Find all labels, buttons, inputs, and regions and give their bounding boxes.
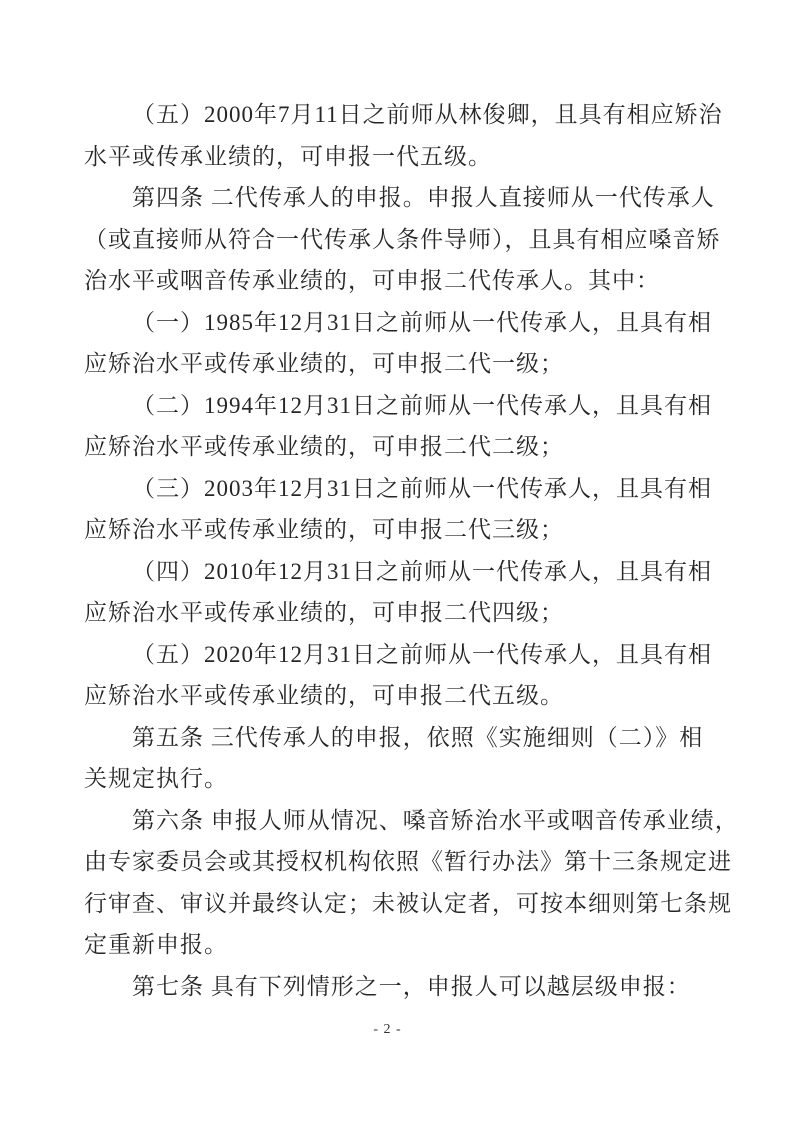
text-line: 定重新申报。 xyxy=(84,932,228,957)
article-6 xyxy=(84,800,739,966)
item-gen1-level5 xyxy=(84,94,723,177)
text-line: 第七条 具有下列情形之一，申报人可以越层级申报： xyxy=(132,973,691,999)
text-line: （四）2010年12月31日之前师从一代传承人，且具有相 xyxy=(132,558,712,584)
text-line: 应矫治水平或传承业绩的，可申报二代四级； xyxy=(84,600,564,625)
item-gen2-level1 xyxy=(84,302,712,385)
text-line: （五）2000年7月11日之前师从林俊卿，且具有相应矫治 xyxy=(132,102,723,127)
text-line: 应矫治水平或传承业绩的，可申报二代一级； xyxy=(84,351,564,376)
text-line: （三）2003年12月31日之前师从一代传承人，且具有相 xyxy=(132,475,712,501)
article-7 xyxy=(84,966,691,1008)
item-gen2-level3 xyxy=(84,468,712,551)
article-5 xyxy=(84,717,704,800)
text-line: 第五条 三代传承人的申报，依照《实施细则（二）》相 xyxy=(132,724,704,750)
text-line: 第四条 二代传承人的申报。申报人直接师从一代传承人 xyxy=(132,185,715,210)
text-line: 第六条 申报人师从情况、嗓音矫治水平或咽音传承业绩， xyxy=(132,807,739,833)
text-line: 关规定执行。 xyxy=(84,766,228,791)
document-body xyxy=(84,94,739,1007)
text-line: 应矫治水平或传承业绩的，可申报二代三级； xyxy=(84,517,564,542)
item-gen2-level2 xyxy=(84,385,712,468)
item-gen2-level5 xyxy=(84,634,712,717)
text-line: （二）1994年12月31日之前师从一代传承人，且具有相 xyxy=(132,392,712,418)
text-line: 应矫治水平或传承业绩的，可申报二代二级； xyxy=(84,434,564,459)
text-line: 治水平或咽音传承业绩的，可申报二代传承人。其中： xyxy=(84,268,660,293)
article-4-intro xyxy=(84,177,721,302)
item-gen2-level4 xyxy=(84,551,712,634)
text-line: 行审查、审议并最终认定；未被认定者，可按本细则第七条规 xyxy=(84,890,732,916)
text-line: （五）2020年12月31日之前师从一代传承人，且具有相 xyxy=(132,641,712,667)
text-line: 应矫治水平或传承业绩的，可申报二代五级。 xyxy=(84,683,564,708)
text-line: （或直接师从符合一代传承人条件导师），且具有相应嗓音矫 xyxy=(84,226,721,252)
text-line: （一）1985年12月31日之前师从一代传承人，且具有相 xyxy=(132,309,712,335)
text-line: 水平或传承业绩的，可申报一代五级。 xyxy=(84,143,492,169)
page-footer xyxy=(84,1020,691,1038)
page-number: - 2 - xyxy=(373,1022,402,1037)
text-line: 由专家委员会或其授权机构依照《暂行办法》第十三条规定进 xyxy=(84,849,732,874)
